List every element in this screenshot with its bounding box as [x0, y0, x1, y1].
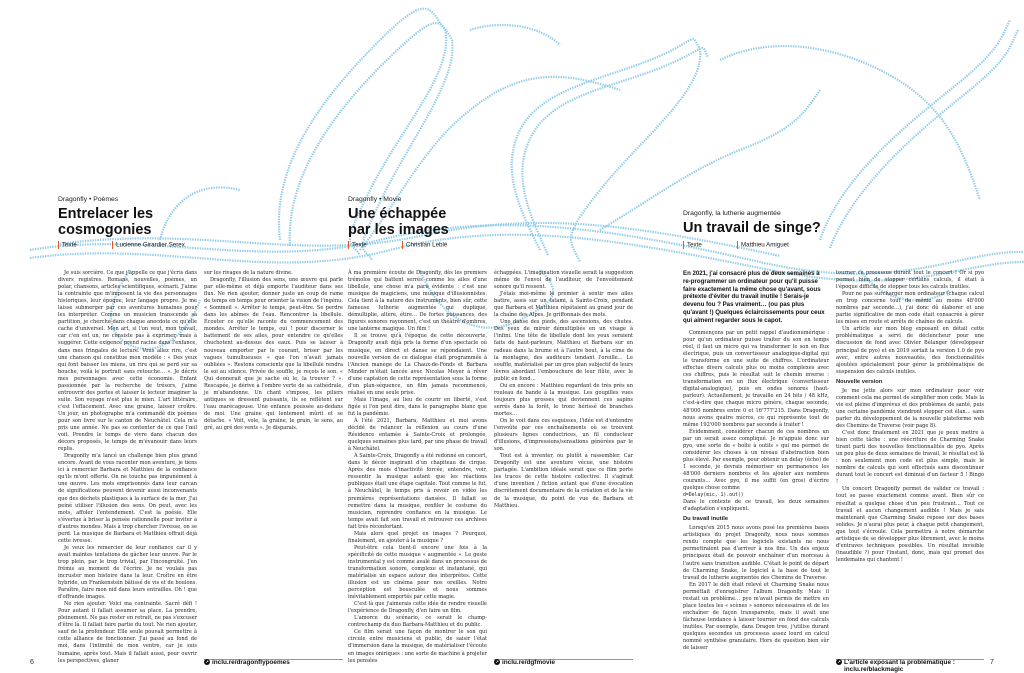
- paragraph: À ma première écoute de Dragonfly, dès les premiers trémolos qui battent serrés comme les ailes d'une libellule, une chose m'a paru évidente : c'est une musique de magiciens, une musique d'illusionnistes. Cela tient à la nature des instruments, bien sûr, cette fameuse lutherie augmentée qui duplique, démultiplie, altère, étire… De fortes puissances, des figures sonores rayonnent, c'est un théâtre d'ombres, une lanterne magique. Un film !: [348, 270, 487, 333]
- accent-bar: [402, 241, 403, 249]
- paragraph: Pour ne pas surcharger mon ordinateur (chaque calcul en trop concerne tout de même au moins 48'000 nombres par seconde…), j'ai donc dû élaborer et une partie significative de mon code était consacrée à gérer les mises en route et arrêts de chaînes de calculs.: [836, 291, 984, 326]
- link-icon: ↗: [837, 659, 841, 665]
- accent-bar: [348, 241, 349, 249]
- accent-bar: [58, 241, 59, 249]
- article-2-author: Christian Leblé: [402, 241, 447, 249]
- accent-bar: [112, 241, 113, 249]
- paragraph: tourner ce processus durant tout le concert ! Or si pyo permet bien de stopper certains calculs, il était à l'époque difficile de stopper tous les calculs inutiles.: [836, 270, 984, 291]
- article-2-link[interactable]: ↗ inclu.re/dgfmovie: [495, 659, 555, 666]
- subheading: Nouvelle version: [836, 378, 883, 385]
- paragraph: Mais alors quel projet en images ? Pourquoi, finalement, en ajouter à la musique ?: [348, 530, 487, 544]
- article-1-kicker: Dragonfly • Poèmes: [58, 196, 119, 203]
- article-1-column-1: [58, 270, 197, 664]
- paragraph: Évidemment, considérer chacun de ces nombres un par un serait assez compliqué. Je m'appuie donc sur pyo, une sorte de « boîte à outils » qui me permet de considérer les choses à un niveau d'abstraction bien plus élevé. Par exemple, pour obtenir un delay (écho) de 1 seconde, je devrais mémoriser en permanence les 48'000 derniers nombres et les ajouter aux nombres courants… Avec pyo, il me suffit (en gros) d'écrire quelque chose comme: [683, 428, 829, 492]
- paragraph: C'est donc finalement en 2021 que je peux mettre à bien cette tâche : une réécriture de Charming Snake tirant parti des nouvelles fonctionnalités de pyo. Après un peu plus de deux semaines de travail, le résultat est là : non seulement mon code est plus simple, mais le nombre de calculs qui sont effectués sans discontinuer durant tout le concert est diminué d'un facteur 5 ! Bingo !: [836, 430, 984, 486]
- paragraph: Je veux les remercier de leur confiance car il y avait maintes tentations de gâcher leur œuvre. Par le trop plein, par le trop trivial, par l'incongruité. J'en frémis au moment de l'écrire. Je ne voulais pas incruster mon histoire dans la leur. Croître en être hybride, un Frankenstein bâtissé de vis et de boulons. Paraître, faire mon nid dans leurs entrailles. Oh ! que d'offrande images.: [58, 544, 197, 601]
- paragraph: Dragonfly m'a lancé un challenge bien plus grand encore. Avant de vous raconter mon aventure, je tiens ici à remercier Barbara et Matthieu de la confiance qu'ils m'ont offerte. On ne touche pas impunément à une œuvre. Les mots emprisonnés dans leur carcan de significations peuvent devenir aussi inconvenants que des déchets plastiques à la surface de la mer. J'ai peiné utiliser l'illusion des sens. On peut, avec les mots, affoler l'entendement. C'est la poésie. Elle s'évertue à briser la pensée rationnelle pour inviter à d'autres mondes. Mais à trop chercher l'ivresse, on se perd. La musique de Barbara et Matthieu offrait déjà cette ivresse.: [58, 453, 197, 544]
- paragraph: Une danse des pieds, des ascensions, des chutes. Des yeux de miroir démultipliés en un visage à l'infini. Une tête de libellule dont les yeux seraient faits de haut-parleurs, Matthieu et Barbara sur un radeau dans la brume et à l'autre bout, à la cime de la montagne, des auditeurs tendant l'oreille… Le souffle, matérialisé par un gros plan subjectif de leurs lèvres abordant l'embouchure de leur flûte, avec le public en fond…: [494, 319, 633, 382]
- article-1-column-2: [204, 270, 343, 643]
- article-3-column-2: [836, 270, 984, 643]
- paragraph: À Sainte-Croix, Dragonfly a été redonné en concert, dans le décor inspirant d'un chapiteau de cirque. Après des mois d'inactivité forcée, entendre, voir, ressentir la musique autant que les réactions publiques était une étape capitale. Tout comme le fut, à Neuchâtel, le temps pris à revoir en vidéo les premières représentations dansées. Il fallait se remettre dans la musique, renfiler le costume du musicien, reprendre confiance en la musique. Le temps avait fait son travail et retrouver ces archives fait très réconfortant.: [348, 453, 487, 530]
- paragraph: Dragonfly, l'illusion des sens, une œuvre qui parle par elle-même et déjà emporte l'auditeur dans ses flux. Ne rien ajouter, donner juste un coup de rame de temps en temps pour orienter la vision de l'ingénu. « Sommeil ». Arrêter le temps, peut-être. Se perdre dans les abîmes de l'eau. Rencontrer la libellule. Écouter ce qu'elle raconte du commencement des mondes. Arrêter le temps, oui ! pour discerner le battement de ses ailes, pour entendre ce qu'elles chuchotent au-dessus des eaux. Puis se laisser à nouveau emporter par le courant, briser par les vagues tumultueuses « que l'on n'avait jamais oubliées ». Restons conscients que la libellule rendra le soi au silence. Privée de souffle, je reçois le son. « Qui donnerait que je sache où le, la trouver ? ». Rescapée, je dérive à l'ombre verte de sa cathédrale, je m'abandonne. Un chant s'impose, les piliers antiques se dressent puissants, ils se reflètent sur l'eau marécageuse. Une enfance poussée au-dedans de moi. Une graine qui lentement mûrit et se détache. « Voit, vole, la graine, le grain, le sens, au gré, au gré des vents ». Je disparais.: [204, 277, 343, 432]
- article-2-header: [348, 196, 449, 238]
- article-2-column-2: [494, 270, 633, 643]
- article-3-link[interactable]: ↗ L'article exposant la problématique : inclu.re/blackmagic: [837, 659, 955, 673]
- article-1-author: Lucienne Girardier Serex: [112, 241, 185, 249]
- paragraph: Je suis sorcière. Ce que j'appelle ce que j'écris dans divers registres. Romans, nouvelles, poèmes, un polar, chansons, articles scientifiques, scénarii. J'aime la contrainte que m'imposent la vie des personnages historiques, leur époque, leur langage propre. Je me laisse submerger par ces aventures humaines pour les interpréter. Comme un musicien transcende sa partition, je cherche dans chaque anecdote ce qu'elle cache d'universel. Mon art, si l'on veut, mon travail, car c'en est un, ne consiste pas à exprimer, mais à suggérer. Cette exigence prend racine dans l'enfance, dans mes fringales de lecture. Vous allez rire, c'est une chanson qui constitue mon modèle : « Des yeux qui font baisser les miens, un rire qui se perd sur sa bouche, voilà le portrait sans retouche… ». Je décris mes personnages avec cette économie. Enfant passionnée par la recherche de trésors, j'aime entrouvrir des portes et laisser le lecteur imaginer la suite. Son voyage n'est plus le mien. L'art littéraire, c'est l'effacement. Avec une graine, laisser croître. Un jour, un photographe m'a commandé dix poèmes pour son livre sur le canton de Neuchâtel. Cela m'a pris une année. Ne pas se contenter de ce que l'œil voit. Prendre le temps de vivre dans chacun des décors proposés, le temps de m'évanouir dans leurs replis.: [58, 270, 197, 453]
- page-number-right: 7: [990, 659, 994, 666]
- link-icon: ↗: [495, 659, 499, 665]
- paragraph: En 2017 le défi était relevé et Charming Snake nous permettait d'enregistrer l'album Dragonfly. Mais il restait un problème… pyo m'avait permis de mettre en place toutes les « scènes » sonores nécessaires et de les enchaîner de façon transparente, mais il avait une fâcheuse tendance à laisser tourner en fond des calculs inutiles. Par exemple, dans Dragon tree, j'utilise durant quelques secondes un processus assez lourd en calcul nommé synthèse granulaire. Hors de question bien sûr de laisser: [683, 581, 829, 652]
- article-3-kicker: Dragonfly, la lutherie augmentée: [683, 210, 781, 217]
- paragraph: Commençons par un petit rappel d'audionumérique : pour qu'un ordinateur puisse traiter du son en temps réel, il faut un micro qui va transformer le son en flux électrique, puis un convertisseur analogique-digital qui le transforme en une suite de chiffres. L'ordinateur effectue divers calculs plus ou moins complexes avec ces chiffres, puis le résultat suit le chemin inverse : transformation en un flux électrique (convertisseur digital-analogique), puis en ondes sonores (haut-parleur). Actuellement, je travaille en 24 bits / 48 kHz, c'est-à-dire que chaque micro génère, chaque seconde, 48'000 nombres entre 0 et 16'777'215. Dans Dragonfly, nous avons quatre micros, ce qui représente tout de même 192'000 nombres par seconde à traiter !: [683, 330, 829, 428]
- article-1-link[interactable]: ↗ inclu.re/dragonflypoemes: [205, 659, 290, 666]
- paragraph: À l'été 2021, Barbara, Matthieu et moi avons décidé de relancer la réflexion au cours d'une Résidence entamée à Sainte-Croix et prolongée, quelques semaines plus tard, par une phase de travail à Neuchâtel.: [348, 417, 487, 453]
- paragraph: Tout est à inventer, ou plutôt à rassembler. Car Dragonfly est une aventure vécue, une histoire partagée. L'ambition idéale serait que ce film porte les traces de cette histoire collective. Il s'agirait d'une invention / fiction autant que d'une évocation discrètement documentaire de la création et de la vie de la musique, du point de vue de Barbara et Matthieu.: [494, 453, 633, 509]
- article-2-label: Texte: [348, 241, 367, 249]
- article-3-lead: En 2021, j'ai consacré plus de deux semaines à re-programmer un ordinateur pour qu'il puisse faire exactement la même chose qu'avant, sous prétexte d'éviter du travail inutile ! Serais-je devenu fou ? Pas vraiment… (ou pas plus qu'avant !) Quelques éclaircissements pour ceux qui aiment regarder sous le capot.: [683, 270, 825, 324]
- page-number-left: 6: [30, 659, 34, 666]
- article-2-title: Une échappée par les images: [348, 206, 449, 238]
- paragraph: Dans le contexte de ce travail, les deux semaines d'adaptation s'expliquent.: [683, 499, 829, 513]
- paragraph: Un concert Dragonfly permet de valider ce travail : tout se passe exactement comme avant. Bien sûr ce résultat a quelque chose d'un peu frustrant… Tout ce travail et aucun changement audible ! Mais je sais maintenant que Charming Snake repose sur des bases solides. Je n'aurai plus peur, à chaque petit changement, que tout s'écroule. Cela permettra à notre démarche artistique de se développer plus librement, avec le moins d'entraves techniques possibles. Un résultat invisible (inaudible ?) pour l'instant, donc, mais qui promet des lendemains qui chantent !: [836, 486, 984, 563]
- paragraph: J'étais moi-même le premier à sentir mes ailes battre, assis sur un tatami, à Sainte-Croix, pendant que Barbara et Matthieu répétaient au grand jour de la chaîne des Alpes. Je griffonnais des mots.: [494, 291, 633, 319]
- paragraph: Je me jette alors sur mon ordinateur pour voir comment cela me permet de simplifier mon code. Mais la vie est pleine d'imprévus et des problèmes de santé, puis une certaine pandémie viendront stopper cet élan… sans parler du développement de la nouvelle plateforme web des Chemins de Traverse (voir page 8).: [836, 387, 984, 429]
- paragraph: Peut-être cela tient-il encore une fois à la spécificité de cette musique « augmentée ». Le geste instrumental y est comme avalé dans un processus de transformation sonore, complexe et instantané, qui matérialise un espace autour des interprètes. Cette illusion est un cinéma pour nos oreilles. Notre perception est bousculée et nous sommes inévitablement emportés par cette magie.: [348, 544, 487, 601]
- article-1-label: Texte: [58, 241, 77, 249]
- article-3-label: Texte: [683, 241, 702, 249]
- code-snippet: d=Delay(mic, 1).out(): [683, 493, 744, 499]
- accent-bar: [683, 241, 684, 249]
- accent-bar: [737, 241, 738, 249]
- paragraph: Il se trouve qu'à l'époque de cette découverte, Dragonfly avait déjà pris la forme d'un spectacle où musique, en direct et danse se répondaient. Une nouvelle version de ce dialogue était programmée à l'Ancien manège de La Chaux-de-Fonds et Barbara Minder m'était lancée avec Nicolas Meyer à rêver d'une captation de cette représentation sous la forme d'un plan-séquence, un film jamais recommencé, réalisé en une seule prise.: [348, 333, 487, 396]
- article-1-title: Entrelacer les cosmogonies: [58, 206, 154, 238]
- article-3-title: Un travail de singe?: [683, 220, 821, 236]
- article-3-author: Matthieu Amiguet: [737, 241, 789, 249]
- paragraph: C'est là que j'aimerais cette idée de rendre visuelle l'expérience de Dragonfly, d'en faire un film.: [348, 601, 487, 615]
- paragraph: On le voit dans ces esquisses, l'idée est d'entendre l'envoûte par ces enchaînements où se trouvent plusieurs lignes conductrices, un fil conducteur d'illusions, d'impressions/sensations générées par le son.: [494, 417, 633, 453]
- paragraph: Mais l'image, au lieu de courir en liberté, s'est figée si l'on peut dire, dans le paragraphe blanc que fut la pandémie.: [348, 396, 487, 417]
- link-icon: ↗: [205, 659, 209, 665]
- paragraph: Ce film serait une façon de montrer le son qui circule entre musiciens et public, de saisir l'état d'immersion dans la musique, de matérialiser l'écoute en images oniriques : une sorte de machine à projeter les pensées: [348, 629, 487, 664]
- article-2-kicker: Dragonfly • Movie: [348, 196, 402, 203]
- paragraph: Ou en encore : Matthieu regardant de très près un rouleau de bande à la musique. Les goupilles vues toujours plus grosses qui deviennent ces sapins serrés dans la forêt, le tronc hérissé de branches mortes…: [494, 382, 633, 417]
- paragraph: Ne rien ajouter. Voici ma contrainte. Sacré défi ! Pour autant il fallait assumer sa place. La prendre, pleinement. Ne pas rester en retrait, ne pas s'excuser d'être là. Il fallait faire partie du tout. Ne rien ajouter, sauf de la profondeur. Elle seule pouvait permettre à cette alliance de fonctionner. J'ai passé au fond de moi, dans l'intimité de mon ventre, car je suis humaine, après tout. Mais il fallait aussi, pour ouvrir les perspectives, glaner: [58, 601, 197, 664]
- paragraph: Lorsqu'en 2015 nous avons posé les premières bases artistiques du projet Dragonfly, nous nous sommes rendu compte que les logiciels existants ne nous permettraient pas d'arriver à nos fins. Un des enjeux principaux était de pouvoir enchaîner d'un morceau à l'autre sans transition audible. C'était le point de départ de Charming Snake, le logiciel à la base de tout le travail de lutherie augmentée des Chemins de Traverse.: [683, 525, 829, 581]
- paragraph: Un article sur mon blog exposant en détail cette problématique a servi de déclencheur pour une discussion de fond avec Olivier Bélanger (développeur principal de pyo) et en 2019 sortait la version 1.0 de pyo avec, entre autres nouveautés, des fonctionnalités ajoutées spécialement pour gérer la problématique de suspension des calculs inutiles.: [836, 326, 984, 375]
- subheading: Du travail inutile: [683, 516, 729, 523]
- article-1-header: [58, 196, 153, 238]
- paragraph: sur les rivages de la nature divine.: [204, 270, 293, 276]
- article-2-column-1: [348, 270, 487, 664]
- paragraph: échappées. L'imagination visuelle serait la suggestion même de l'envol de l'auditeur, de l'envoûtement sonore qu'il ressent.: [494, 270, 633, 291]
- article-3-column-1: [683, 330, 829, 652]
- article-3-header: [683, 210, 821, 236]
- paragraph: L'amorce du scénario, ce serait le champ-contrechamp du duo Barbara-Matthieu et du public.: [348, 615, 487, 629]
